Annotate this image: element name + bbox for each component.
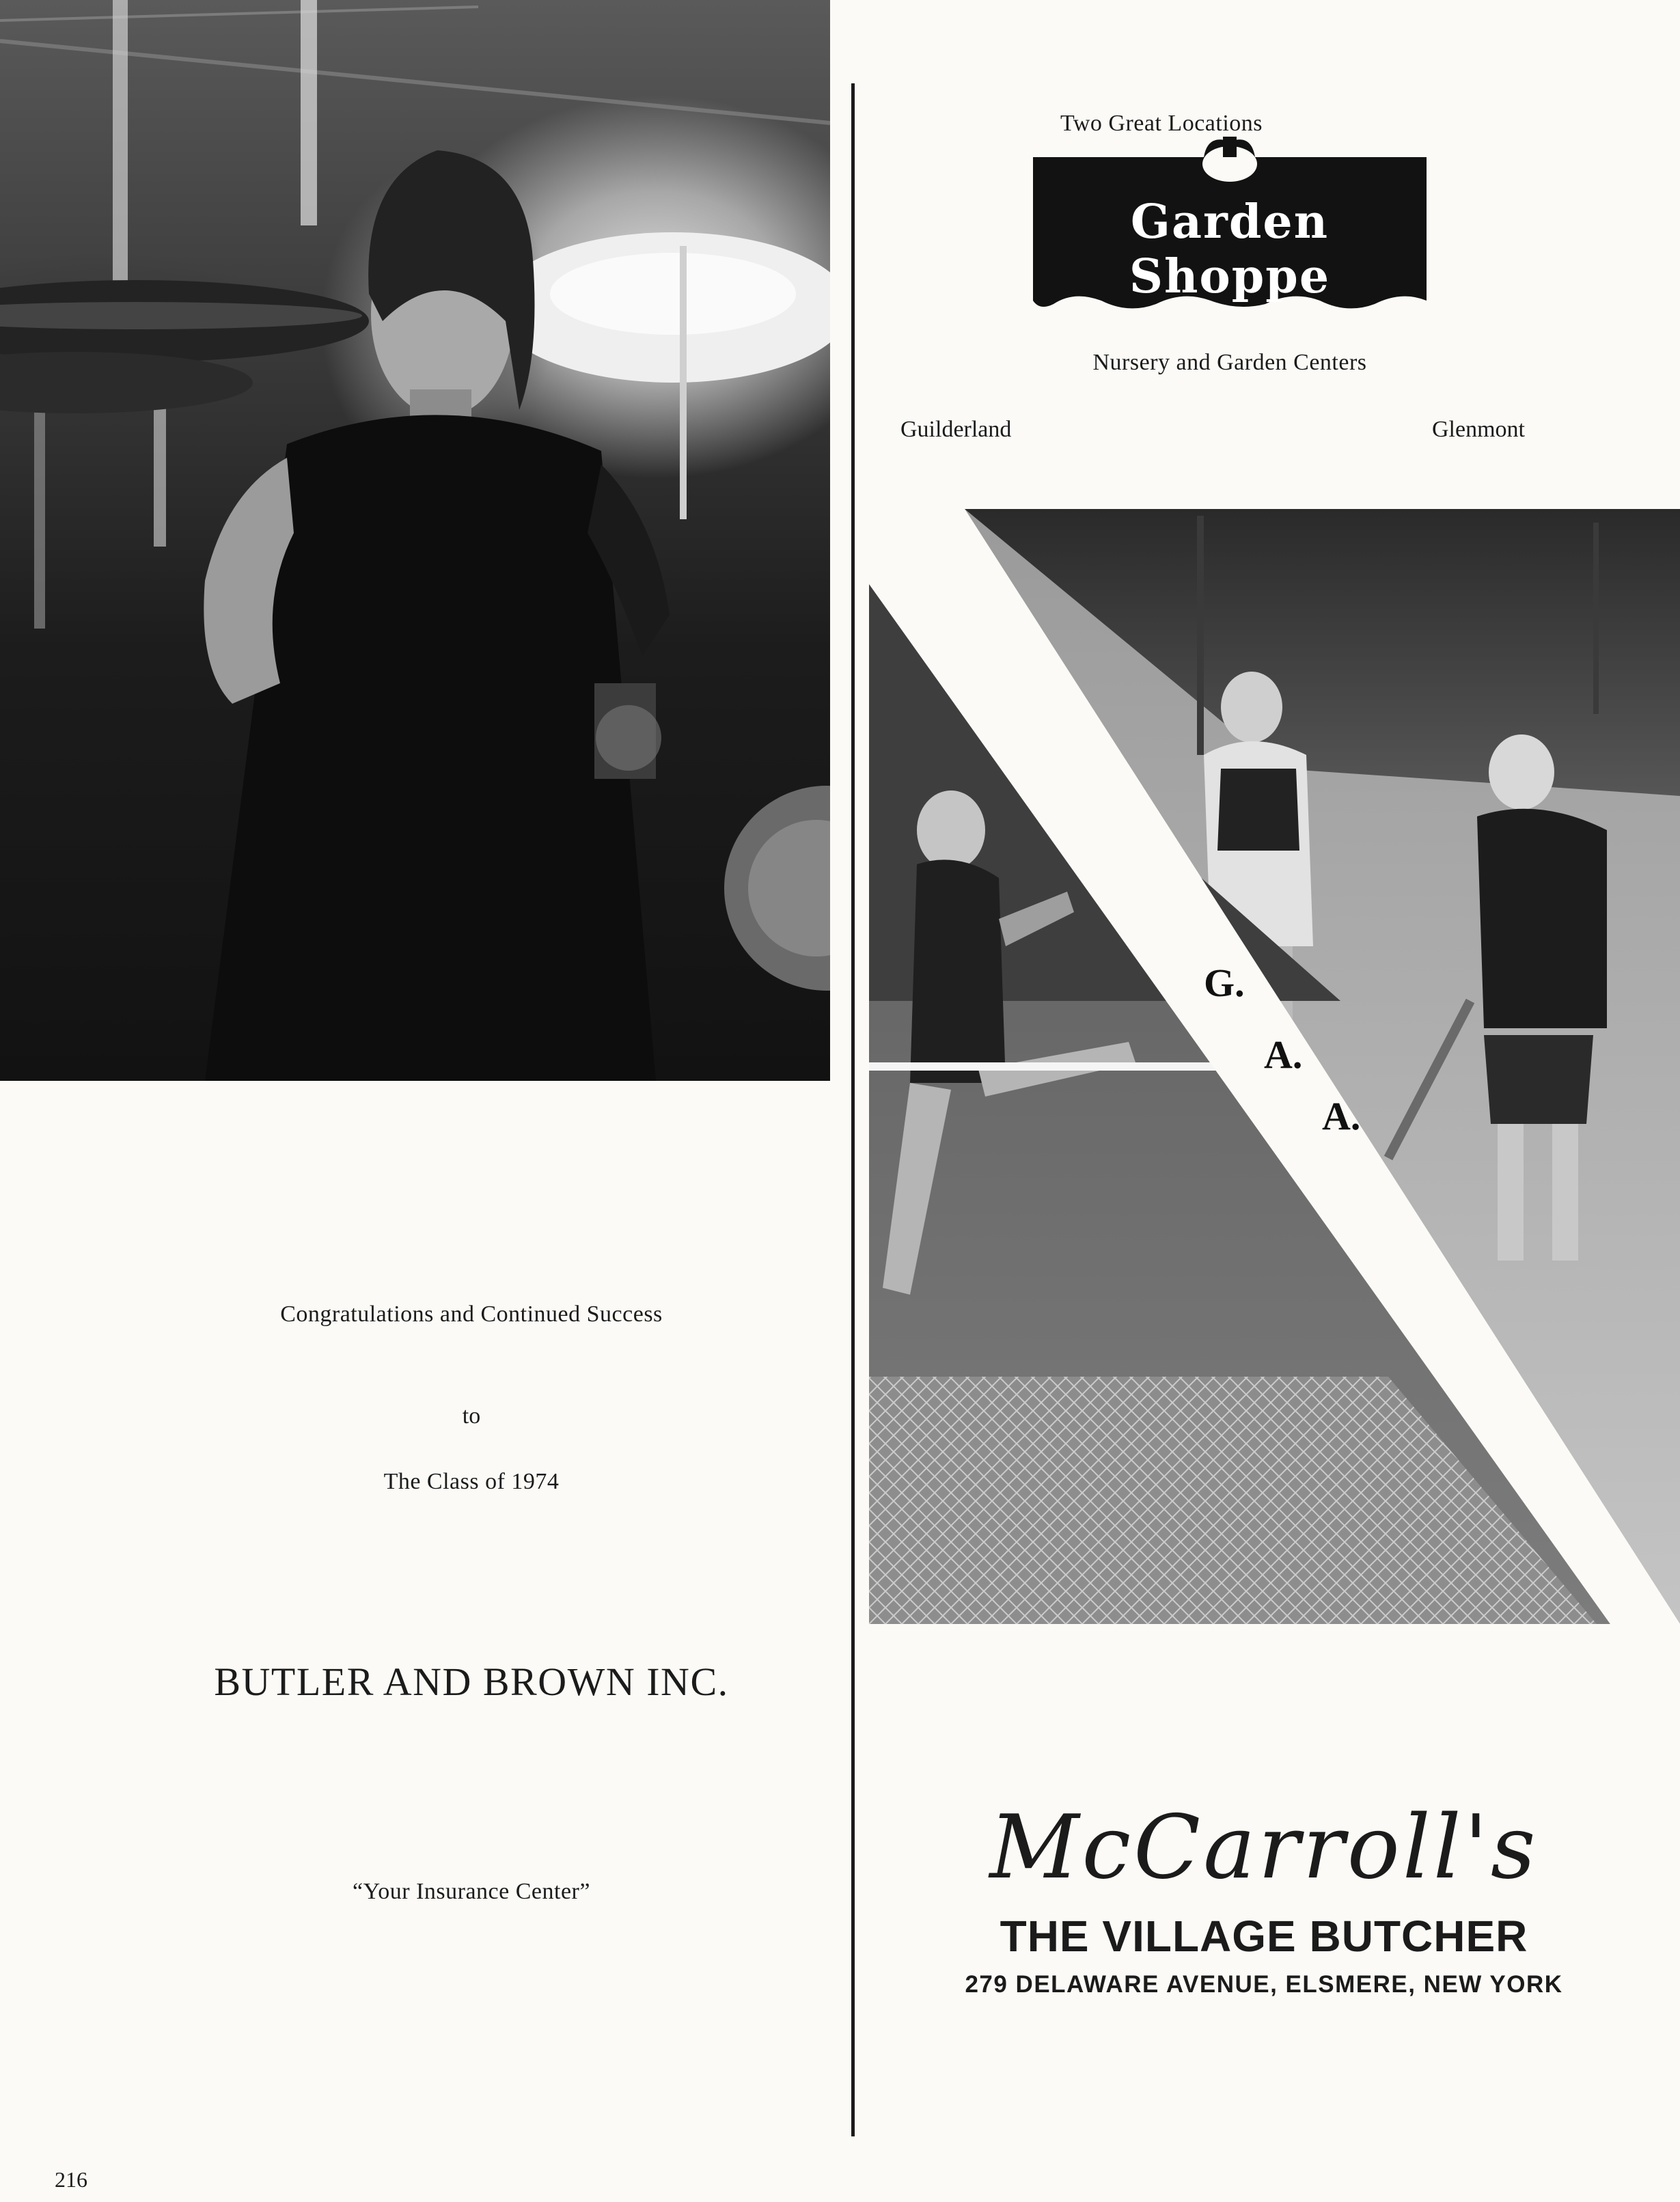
gaa-letter-a-second: A. [1322, 1094, 1361, 1138]
company-name: BUTLER AND BROWN INC. [214, 1660, 729, 1704]
garden-logo-text: Garden Shoppe [1129, 195, 1331, 304]
location-glenmont: Glenmont [1432, 417, 1525, 442]
garden-subtitle: Nursery and Garden Centers [1092, 350, 1367, 375]
butcher-name: McCarroll's [989, 1797, 1539, 1899]
class-of-text: The Class of 1974 [383, 1469, 560, 1494]
butcher-address: 279 DELAWARE AVENUE, ELSMERE, NEW YORK [965, 1971, 1563, 1998]
page-number: 216 [55, 2167, 87, 2192]
congratulations-text: Congratulations and Continued Success [280, 1302, 663, 1327]
butcher-title: THE VILLAGE BUTCHER [1000, 1912, 1528, 1961]
to-text: to [462, 1403, 481, 1429]
drummer-photo [0, 0, 830, 1081]
company-tagline: “Your Insurance Center” [353, 1879, 590, 1904]
location-guilderland: Guilderland [900, 417, 1012, 442]
drummer-photo-art [0, 0, 830, 1081]
garden-headline: Two Great Locations [1060, 111, 1263, 136]
gaa-letter-g: G. [1204, 961, 1245, 1005]
gaa-letter-a-first: A. [1264, 1032, 1303, 1077]
